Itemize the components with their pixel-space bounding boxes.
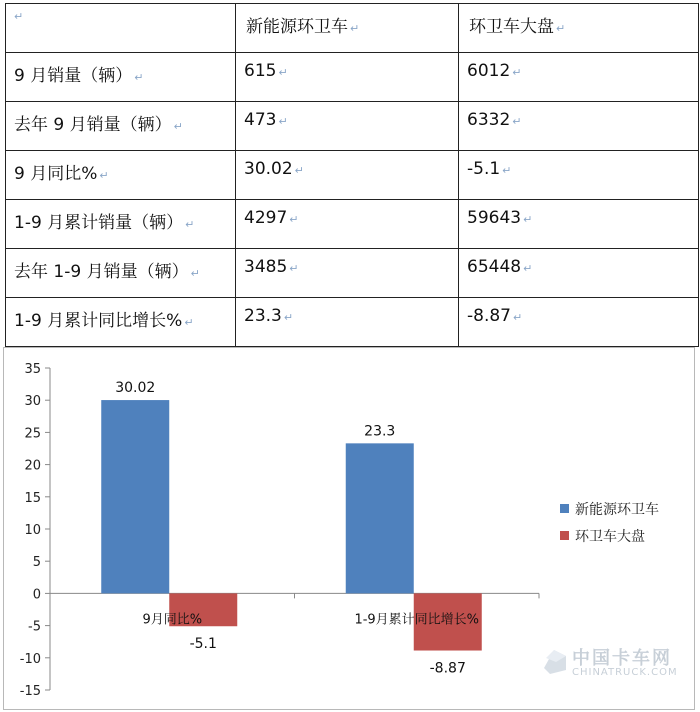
row-label-cell [6, 298, 236, 347]
market-cell [459, 298, 699, 347]
legend-swatch [560, 504, 569, 513]
cell-value: 4297 [244, 208, 288, 228]
table-row [6, 200, 699, 249]
cell-value: 9 月同比% [14, 164, 98, 184]
table-row [6, 53, 699, 102]
row-label-cell [6, 151, 236, 200]
paragraph-mark: ↵ [289, 213, 299, 226]
cell-value: 1-9 月累计销量（辆） [14, 213, 184, 233]
market-cell [459, 200, 699, 249]
cell-value: 59643 [467, 208, 522, 228]
watermark-logo [540, 638, 690, 690]
legend-label: 新能源环卫车 [575, 502, 659, 518]
table-header-corner [6, 4, 236, 53]
table-row [6, 249, 699, 298]
data-label: -8.87 [429, 660, 466, 677]
paragraph-mark: ↵ [556, 22, 566, 35]
paragraph-mark: ↵ [502, 164, 512, 177]
y-tick-label: 15 [24, 490, 41, 506]
cell-value: 6332 [467, 110, 511, 130]
paragraph-mark: ↵ [512, 66, 522, 79]
header-text: 环卫车大盘 [469, 17, 554, 37]
watermark-text: 中国卡车网 [572, 648, 672, 669]
paragraph-mark: ↵ [278, 115, 288, 128]
paragraph-mark: ↵ [283, 311, 294, 324]
y-tick-label: 20 [24, 458, 41, 474]
legend-label: 环卫车大盘 [575, 529, 645, 545]
paragraph-mark: ↵ [173, 120, 183, 133]
cell-value: 9 月销量（辆） [14, 66, 133, 86]
bar-new-energy [346, 443, 414, 593]
category-label: 1-9月累计同比增长% [354, 612, 480, 628]
y-tick-label: -10 [19, 651, 41, 667]
y-tick-label: 10 [24, 523, 41, 538]
paragraph-mark: ↵ [523, 262, 533, 275]
cell-value: 6012 [467, 61, 511, 81]
paragraph-mark: ↵ [185, 218, 195, 231]
cell-value: 1-9 月累计同比增长% [14, 311, 183, 331]
paragraph-mark: ↵ [350, 22, 360, 35]
row-label-cell [6, 200, 236, 249]
y-tick-label: 5 [32, 555, 41, 571]
data-label: -5.1 [189, 636, 217, 653]
paragraph-mark: ↵ [523, 213, 533, 226]
cell-value: 473 [244, 110, 277, 130]
paragraph-mark: ↵ [513, 311, 523, 324]
paragraph-mark: ↵ [134, 71, 144, 84]
new-energy-cell [236, 249, 459, 298]
y-tick-label: 35 [24, 362, 41, 377]
paragraph-mark: ↵ [14, 10, 24, 23]
header-text: 新能源环卫车 [246, 17, 348, 37]
paragraph-mark: ↵ [289, 262, 299, 275]
category-label: 9月同比% [142, 612, 203, 628]
y-tick-label: 0 [32, 587, 41, 603]
row-label-cell [6, 53, 236, 102]
paragraph-mark: ↵ [294, 164, 304, 177]
cell-value: 去年 9 月销量（辆） [14, 115, 172, 135]
cell-value: 615 [244, 61, 277, 81]
new-energy-cell [236, 200, 459, 249]
truck-logo-icon [540, 646, 570, 676]
y-tick-label: 30 [24, 394, 41, 410]
paragraph-mark: ↵ [512, 115, 522, 128]
row-label-cell [6, 249, 236, 298]
table-header-new-energy [236, 4, 459, 53]
market-cell [459, 151, 699, 200]
paragraph-mark: ↵ [190, 267, 200, 280]
cell-value: -8.87 [467, 306, 511, 326]
cell-value: 65448 [467, 257, 522, 277]
y-tick-label: 25 [24, 426, 41, 442]
table-row [6, 102, 699, 151]
table-row [6, 298, 699, 347]
cell-value: 去年 1-9 月销量（辆） [14, 262, 189, 282]
market-cell [459, 249, 699, 298]
legend-swatch [560, 531, 569, 540]
market-cell [459, 53, 699, 102]
bar-new-energy [101, 400, 169, 593]
paragraph-mark: ↵ [99, 169, 109, 182]
new-energy-cell [236, 53, 459, 102]
cell-value: 23.3 [244, 306, 282, 326]
row-label-cell [6, 102, 236, 151]
paragraph-mark: ↵ [278, 66, 288, 79]
data-label: 23.3 [364, 423, 396, 440]
cell-value: -5.1 [467, 159, 501, 179]
sales-table [5, 3, 699, 347]
new-energy-cell [236, 102, 459, 151]
cell-value: 30.02 [244, 159, 293, 179]
new-energy-cell [236, 298, 459, 347]
data-label: 30.02 [115, 380, 156, 397]
paragraph-mark: ↵ [184, 316, 194, 329]
market-cell [459, 102, 699, 151]
cell-value: 3485 [244, 257, 288, 277]
table-header-row [6, 4, 699, 53]
table-row [6, 151, 699, 200]
new-energy-cell [236, 151, 459, 200]
y-tick-label: -5 [28, 619, 41, 635]
table-header-market [459, 4, 699, 53]
watermark-subtext: CHINATRUCK.COM [572, 667, 678, 678]
y-tick-label: -15 [19, 684, 41, 699]
